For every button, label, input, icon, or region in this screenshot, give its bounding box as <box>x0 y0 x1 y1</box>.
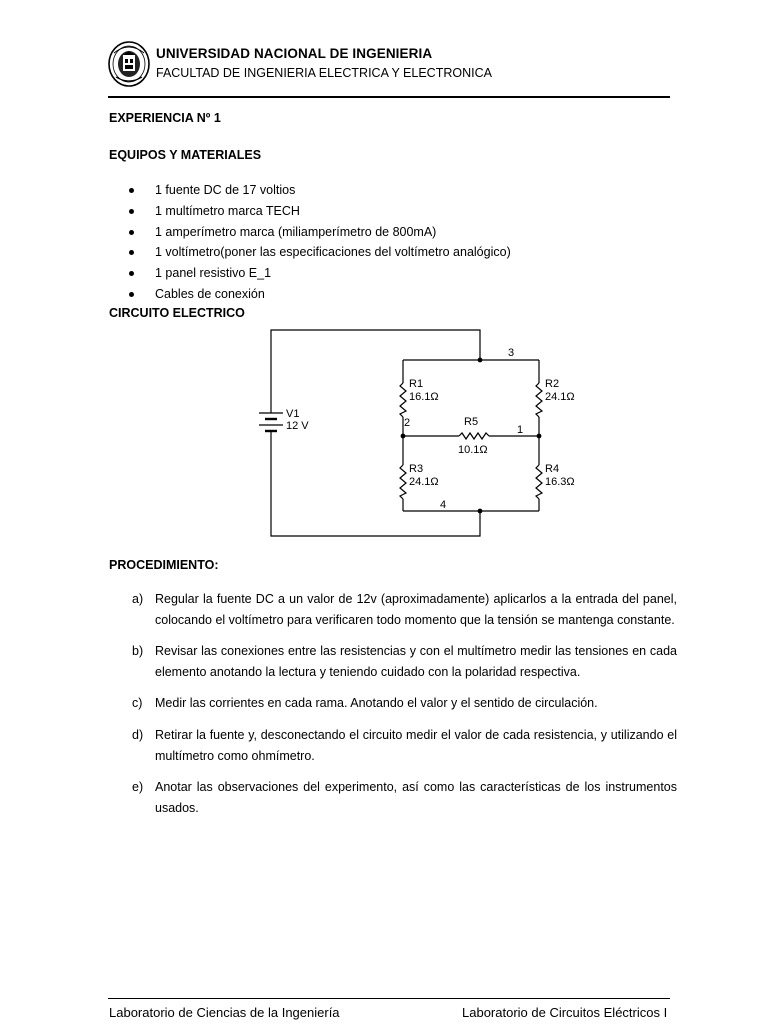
r1-name: R1 <box>409 378 424 390</box>
step-text: Anotar las observaciones del experimento, así como las características de los instrumentos usados. <box>155 780 677 815</box>
footer-left-text: Laboratorio de Ciencias de la Ingeniería <box>109 1005 340 1020</box>
materials-heading: EQUIPOS Y MATERIALES <box>109 148 262 162</box>
resistor-r2-icon <box>536 383 542 417</box>
step-label: a) <box>132 592 144 606</box>
node-2-label: 2 <box>404 417 411 429</box>
university-name: UNIVERSIDAD NACIONAL DE INGENIERIA <box>156 46 433 61</box>
university-seal-icon <box>108 41 150 87</box>
step-label: e) <box>132 780 144 795</box>
resistor-r1-icon <box>400 383 406 417</box>
battery-icon <box>259 413 283 437</box>
bullet-icon <box>129 250 134 255</box>
r4-value: 16.3Ω <box>545 476 575 488</box>
footer-right-text: Laboratorio de Circuitos Eléctricos I <box>462 1005 668 1020</box>
circuit-diagram <box>255 325 595 545</box>
r5-value: 10.1Ω <box>458 444 488 456</box>
procedure-step-e <box>132 777 677 818</box>
step-text: Retirar la fuente y, desconectando el circuito medir el valor de cada resistencia, y utilizando el multímetro como ohmímetro. <box>155 727 677 763</box>
list-item: 1 amperímetro marca (miliamperímetro de 800mA) <box>109 222 511 243</box>
procedure-heading: PROCEDIMIENTO: <box>109 558 219 572</box>
resistor-r5-icon <box>459 433 489 439</box>
resistor-r4-icon <box>536 465 542 499</box>
procedure-steps <box>132 589 677 818</box>
step-label: b) <box>132 644 144 659</box>
procedure-step-b <box>132 641 677 682</box>
list-item: 1 fuente DC de 17 voltios <box>109 180 511 201</box>
resistor-r3-icon <box>400 465 406 499</box>
experience-title: EXPERIENCIA Nº 1 <box>109 111 221 125</box>
bullet-icon <box>129 188 134 193</box>
r3-value: 24.1Ω <box>409 476 439 488</box>
r5-name: R5 <box>464 416 479 428</box>
r2-value: 24.1Ω <box>545 391 575 403</box>
circuit-heading: CIRCUITO ELECTRICO <box>109 306 245 320</box>
bullet-icon <box>129 271 134 276</box>
list-item: 1 panel resistivo E_1 <box>109 263 511 284</box>
procedure-step-a <box>132 589 677 630</box>
r2-name: R2 <box>545 378 560 390</box>
node-3-label: 3 <box>508 347 515 359</box>
circuit-wires <box>271 330 539 536</box>
r4-name: R4 <box>545 463 560 475</box>
step-text: Medir las corrientes en cada rama. Anotando el valor y el sentido de circulación. <box>155 696 598 711</box>
list-item: 1 multímetro marca TECH <box>109 201 511 222</box>
source-name: V1 <box>286 408 300 420</box>
node-4-label: 4 <box>440 499 447 511</box>
source-value: 12 V <box>286 420 309 432</box>
materials-list <box>109 180 511 305</box>
r1-value: 16.1Ω <box>409 391 439 403</box>
bullet-icon <box>129 230 134 235</box>
bullet-icon <box>129 209 134 214</box>
list-item: Cables de conexión <box>109 284 511 305</box>
bullet-icon <box>129 292 134 297</box>
faculty-name: FACULTAD DE INGENIERIA ELECTRICA Y ELECTRONICA <box>156 66 492 80</box>
footer-divider <box>108 998 670 999</box>
step-label: d) <box>132 727 144 742</box>
r3-name: R3 <box>409 463 424 475</box>
step-text: Regular la fuente DC a un valor de 12v (aproximadamente) aplicarlos a la entrada del panel, colocando el voltímetro para verificaren todo momento que la tensión se mantenga constante. <box>155 592 677 627</box>
node-1-label: 1 <box>517 424 524 436</box>
step-label: c) <box>132 696 143 711</box>
header-divider <box>108 96 670 98</box>
procedure-step-c <box>132 693 677 714</box>
list-item: 1 voltímetro(poner las especificaciones del voltímetro analógico) <box>109 242 511 263</box>
procedure-step-d <box>132 725 677 766</box>
step-text: Revisar las conexiones entre las resistencias y con el multímetro medir las tensiones en cada elemento anotando la lectura y teniendo cuidado con la polaridad respectiva. <box>155 644 677 679</box>
